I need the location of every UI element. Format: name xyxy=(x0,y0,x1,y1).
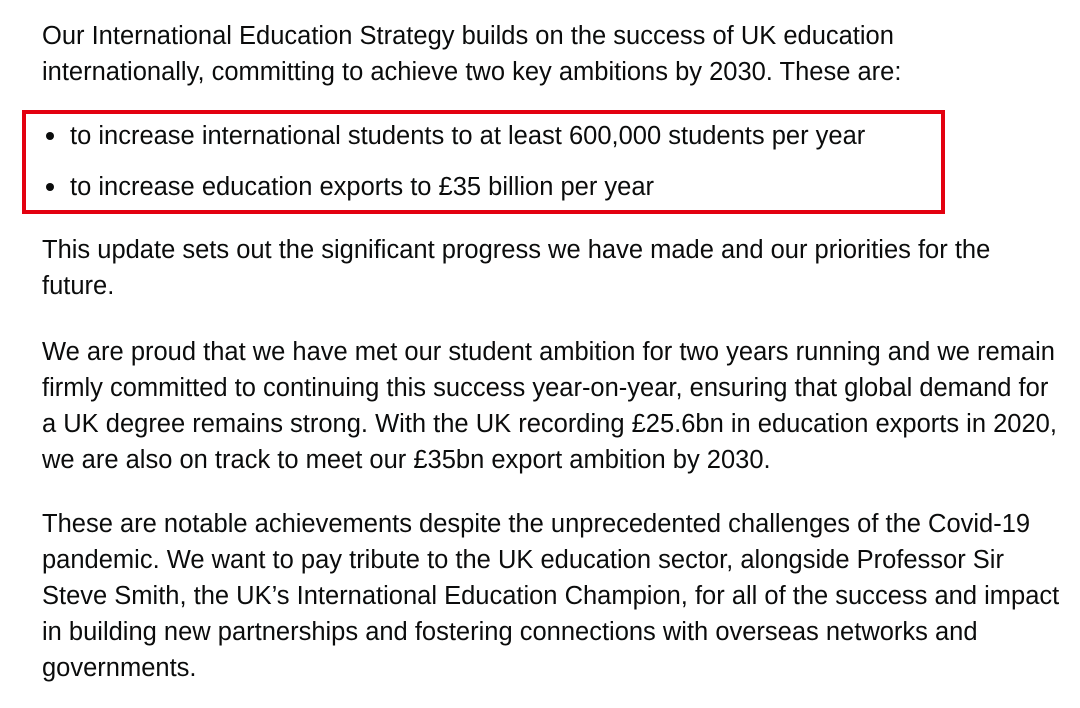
ambitions-list xyxy=(42,118,865,220)
bullet-icon xyxy=(46,132,54,140)
document-body xyxy=(42,18,1062,110)
list-item xyxy=(42,169,865,205)
ambition-text: to increase international students to at least 600,000 students per year xyxy=(70,122,866,150)
ambition-text: to increase education exports to £35 billion per year xyxy=(70,173,655,201)
tribute-paragraph: These are notable achievements despite the unprecedented challenges of the Covid-19 pandemic. We want to pay tribute to the UK education sector, alongside Professor Sir Steve Smith, the UK’s International Education Champion, for all of the success and impact in building new partnerships and fostering connections with overseas networks and governments. xyxy=(42,510,1060,682)
intro-paragraph: Our International Education Strategy builds on the success of UK education internationally, committing to achieve two key ambitions by 2030. These are: xyxy=(42,22,902,86)
achievement-paragraph: We are proud that we have met our student ambition for two years running and we remain firmly committed to continuing this success year-on-year, ensuring that global demand for a UK degree remains strong. With the UK recording £25.6bn in education exports in 2020, we are also on track to meet our £35bn export ambition by 2030. xyxy=(42,338,1057,474)
list-item xyxy=(42,118,865,154)
bullet-icon xyxy=(46,183,54,191)
progress-paragraph: This update sets out the significant progress we have made and our priorities for the future. xyxy=(42,236,991,300)
